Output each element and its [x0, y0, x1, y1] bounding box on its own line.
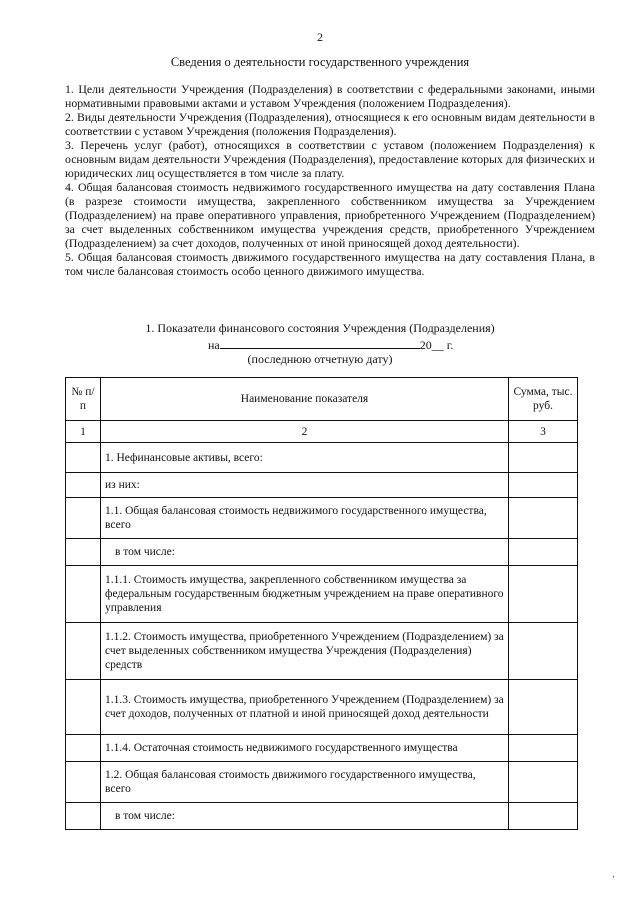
- intro-paragraph-2: 2. Виды деятельности Учреждения (Подразделения), относящиеся к его основным видам деятельности в соответствии с уставом Учреждения (положения Подразделения).: [65, 110, 595, 138]
- sum-cell: [509, 539, 578, 566]
- document-title: Сведения о деятельности государственного учреждения: [170, 55, 470, 69]
- indicator-name: 1.1.1. Стоимость имущества, закрепленного собственником имущества за федеральным государственным бюджетным учреждением на праве оперативного управления: [101, 566, 509, 623]
- indicator-name: 1.1.2. Стоимость имущества, приобретенного Учреждением (Подразделением) за счет выделенных собственником имущества Учреждения (Подразделения) средств: [101, 623, 509, 680]
- sum-cell: [509, 735, 578, 762]
- row-number-cell: [66, 680, 101, 735]
- sum-cell: [509, 566, 578, 623]
- row-number-cell: [66, 566, 101, 623]
- indicator-name: 1.1.3. Стоимость имущества, приобретенного Учреждением (Подразделением) за счет доходов, полученных от платной и иной приносящей доход деятельности: [101, 680, 509, 735]
- row-number-cell: [66, 539, 101, 566]
- indicators-table: [65, 377, 578, 830]
- page-number: 2: [317, 30, 323, 44]
- sum-cell: [509, 623, 578, 680]
- table-row: [66, 623, 578, 680]
- sum-cell: [509, 473, 578, 498]
- table-row: [66, 539, 578, 566]
- column-number-row: [66, 421, 578, 443]
- intro-paragraph-3: 3. Перечень услуг (работ), относящихся в соответствии с уставом (положением Подразделения) к основным видам деятельности Учреждения (Подразделения), предоставление которых для физических и юридических лиц осуществляется в том числе за плату.: [65, 138, 595, 180]
- row-number-cell: [66, 735, 101, 762]
- indicator-name: 1.1.4. Остаточная стоимость недвижимого государственного имущества: [101, 735, 509, 762]
- table-row: [66, 473, 578, 498]
- intro-paragraph-5: 5. Общая балансовая стоимость движимого государственного имущества на дату составления Плана, в том числе балансовая стоимость особо ценного движимого имущества.: [65, 250, 595, 278]
- indicator-name: 1. Нефинансовые активы, всего:: [101, 443, 509, 473]
- sum-cell: [509, 443, 578, 473]
- sum-cell: [509, 762, 578, 803]
- table-row: [66, 498, 578, 539]
- table-row: [66, 680, 578, 735]
- intro-section: [65, 82, 595, 278]
- indicator-name: в том числе:: [101, 539, 509, 566]
- table-row: [66, 443, 578, 473]
- row-number-cell: [66, 443, 101, 473]
- table-header-row: [66, 378, 578, 421]
- indicator-name: из них:: [101, 473, 509, 498]
- table-row: [66, 566, 578, 623]
- row-number-cell: [66, 498, 101, 539]
- row-number-cell: [66, 623, 101, 680]
- intro-paragraph-1: 1. Цели деятельности Учреждения (Подразделения) в соответствии с федеральными законами, иными нормативными правовыми актами и уставом Учреждения (положением Подразделения).: [65, 82, 595, 110]
- section-title: 1. Показатели финансового состояния Учреждения (Подразделения): [145, 321, 495, 335]
- indicator-name: 1.1. Общая балансовая стоимость недвижимого государственного имущества, всего: [101, 498, 509, 539]
- date-caption: (последнюю отчетную дату): [247, 352, 393, 366]
- row-number-cell: [66, 473, 101, 498]
- column-number-3: 3: [509, 421, 578, 443]
- row-number-cell: [66, 762, 101, 803]
- table-row: [66, 803, 578, 830]
- margin-pen-mark: ˎ: [611, 868, 621, 879]
- header-name: Наименование показателя: [101, 378, 509, 421]
- column-number-2: 2: [101, 421, 509, 443]
- table-row: [66, 735, 578, 762]
- sum-cell: [509, 803, 578, 830]
- date-blank-field: [220, 338, 420, 349]
- intro-paragraph-4: 4. Общая балансовая стоимость недвижимого государственного имущества на дату составления Плана (в разрезе стоимости имущества, закрепленного собственником имущества за Учреждением (Подразделением) на праве оперативного управления, приобретенного Учреждением (Подразделением) за счет выделенных собственником имущества учреждения средств, приобретенного Учреждением (Подразделением) за счет доходов, полученных от иной приносящей доход деятельности).: [65, 180, 595, 250]
- date-prefix: на: [208, 338, 220, 352]
- indicator-name: 1.2. Общая балансовая стоимость движимого государственного имущества, всего: [101, 762, 509, 803]
- sum-cell: [509, 498, 578, 539]
- column-number-1: 1: [66, 421, 101, 443]
- date-suffix: 20__ г.: [419, 338, 454, 352]
- row-number-cell: [66, 803, 101, 830]
- sum-cell: [509, 680, 578, 735]
- header-number: № п/п: [66, 378, 101, 421]
- indicator-name: в том числе:: [101, 803, 509, 830]
- header-sum: Сумма, тыс. руб.: [509, 378, 578, 421]
- date-line: [208, 338, 453, 353]
- table-row: [66, 762, 578, 803]
